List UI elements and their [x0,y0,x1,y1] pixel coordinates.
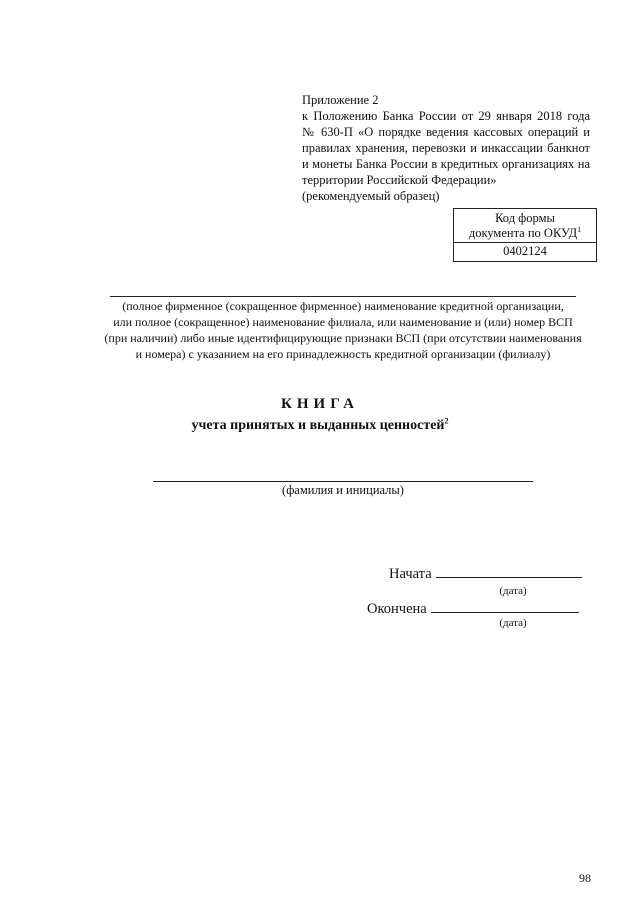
finished-date-field[interactable] [431,600,579,613]
okud-code-value: 0402124 [503,244,547,258]
started-date-row [389,565,582,583]
book-subtitle-text: учета принятых и выданных ценностей [191,418,445,433]
appendix-line: № 630-П «О порядке ведения кассовых операций и [302,125,590,139]
book-title: КНИГА [281,396,359,412]
okud-code-box [453,208,597,262]
organization-caption [100,298,586,362]
appendix-line: правилах хранения, перевозки и инкассации банкнот [302,141,590,155]
finished-date-row [367,600,579,618]
started-label: Начата [389,566,432,582]
okud-header-line2: документа по ОКУД [468,226,578,240]
finished-label: Окончена [367,601,427,617]
footnote-marker: 2 [444,416,449,426]
appendix-line: к Положению Банка России от 29 января 2018 года [302,109,590,123]
organization-name-field[interactable] [110,296,576,297]
organization-caption-line: (полное фирменное (сокращенное фирменное) наименование кредитной организации, [122,299,564,313]
appendix-line: территории Российской Федерации» [302,173,497,187]
appendix-line: и монеты Банка России в кредитных организациях на [302,157,590,171]
page-number: 98 [579,871,591,885]
okud-header-line1: Код формы [495,211,555,225]
appendix-line: Приложение 2 [302,93,379,107]
organization-caption-line: (при наличии) либо иные идентифицирующие признаки ВСП (при отсутствии наименования [104,331,582,345]
appendix-reference [302,92,590,204]
footnote-marker: 1 [577,224,582,234]
organization-caption-line: или полное (сокращенное) наименование филиала, или наименование и (или) номер ВСП [113,315,573,329]
responsible-name-caption: (фамилия и инициалы) [282,483,404,497]
okud-header [454,209,596,243]
appendix-line: (рекомендуемый образец) [302,189,440,203]
organization-caption-line: и номера) с указанием на его принадлежность кредитной организации (филиалу) [135,347,551,361]
responsible-name-field[interactable] [153,481,533,482]
book-subtitle [0,418,640,434]
started-date-caption: (дата) [499,585,527,597]
started-date-field[interactable] [436,565,582,578]
finished-date-caption: (дата) [499,617,527,629]
